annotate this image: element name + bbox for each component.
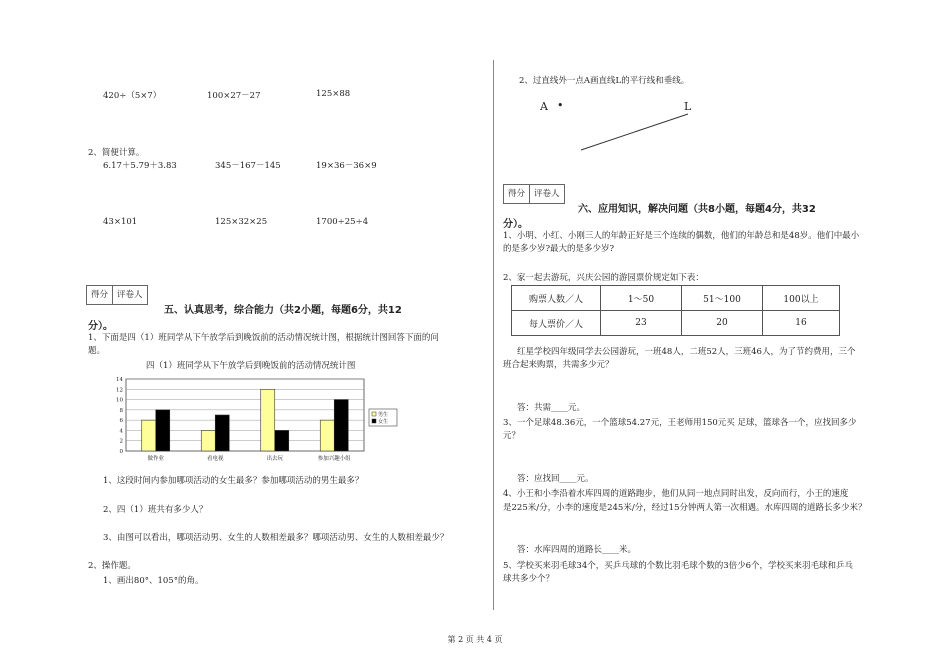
line-l xyxy=(575,108,695,154)
calc-1b: 100×27－27 xyxy=(207,91,261,101)
problem-1-cont: 的是多少岁?最大的是多少岁? xyxy=(503,244,615,254)
y-tick-label: 8 xyxy=(119,407,123,414)
table-cell: 购票人数／人 xyxy=(512,286,601,311)
page-number: 第 2 页 共 4 页 xyxy=(447,635,503,644)
y-tick-label: 10 xyxy=(116,397,123,404)
score-label: 得分 xyxy=(504,185,530,203)
y-tick-label: 2 xyxy=(119,438,123,445)
answer-2: 答：共需____元。 xyxy=(517,403,586,413)
table-cell: 20 xyxy=(682,311,763,336)
section5-title: 五、认真思考，综合能力（共2小题，每题6分，共12 xyxy=(164,305,402,316)
table-cell: 23 xyxy=(601,311,682,336)
problem-3: 3、一个足球48.36元，一个篮球54.27元，王老师用150元买 足球，篮球各一个，应找回多少 xyxy=(503,418,857,428)
problem-4-cont: 是225米/分，小李的速度是245米/分，经过15分钟两人第一次相遇。水库四周的道路长多少米？ xyxy=(503,503,867,513)
question-2-title: 2、简便计算。 xyxy=(88,148,145,158)
y-tick-label: 4 xyxy=(119,428,123,435)
bar xyxy=(156,410,170,451)
x-tick-label: 做作业 xyxy=(147,456,165,462)
calc-2b: 345－167－145 xyxy=(215,161,281,171)
calc-1c: 125×88 xyxy=(316,89,351,99)
operation-title: 2、操作题。 xyxy=(88,561,136,571)
problem-1: 1、小明、小红、小刚三人的年龄正好是三个连续的偶数，他们的年龄总和是48岁。他们中最小 xyxy=(503,231,860,241)
legend-swatch xyxy=(372,412,376,416)
legend-label: 男生 xyxy=(378,412,389,418)
calc-3b: 125×32×25 xyxy=(215,217,268,227)
chart-svg xyxy=(110,375,400,467)
reviewer-label: 评卷人 xyxy=(117,290,143,300)
section5-title-cont: 分）。 xyxy=(88,321,113,332)
bar xyxy=(142,420,156,451)
reviewer-label: 评卷人 xyxy=(534,189,560,199)
table-cell: 100以上 xyxy=(763,286,840,311)
x-tick-label: 看电视 xyxy=(206,456,224,462)
table-cell: 16 xyxy=(763,311,840,336)
column-divider xyxy=(493,60,494,610)
sub-question-1: 1、这段时间内参加哪项活动的女生最多？参加哪项活动的男生最多？ xyxy=(103,476,364,486)
answer-4: 答：水库四周的道路长____米。 xyxy=(517,545,637,555)
table-row xyxy=(512,311,840,336)
operation-2: 2、过直线外一点A画直线L的平行线和垂线。 xyxy=(519,76,690,86)
problem-4: 4、小王和小李沿着水库四周的道路跑步，他们从同一地点同时出发，反向而行，小王的速度 xyxy=(503,489,849,499)
point-a-dot: • xyxy=(557,99,564,112)
problem-3-cont: 元？ xyxy=(503,431,521,441)
bar xyxy=(320,420,334,451)
bar xyxy=(334,400,348,451)
x-tick-label: 参加兴趣小组 xyxy=(317,456,351,462)
table-row xyxy=(512,286,840,311)
problem-5: 5、学校买来羽毛球34个，买乒乓球的个数比羽毛球个数的3倍少6个，学校买来羽毛球和乒乓 xyxy=(503,561,854,571)
problem-2: 2、家一起去游玩，兴庆公园的游园票价规定如下表： xyxy=(503,273,704,283)
score-box-section5 xyxy=(86,285,148,305)
operation-1: 1、画出80°、105°的角。 xyxy=(103,576,204,586)
ticket-price-table xyxy=(511,285,840,336)
x-tick-label: 出去玩 xyxy=(266,456,284,462)
section6-title-cont: 分）。 xyxy=(503,219,528,230)
bar xyxy=(275,430,289,451)
score-label: 得分 xyxy=(87,286,113,304)
y-tick-label: 14 xyxy=(116,377,123,383)
problem-2-detail: 红星学校四年级同学去公园游玩，一班48人，二班52人，三班46人，为了节约费用，三个 xyxy=(517,347,856,357)
chart-caption: 四（1）班同学从下午放学后到晚饭前的活动情况统计图 xyxy=(146,361,356,371)
sub-question-3: 3、由图可以看出，哪项活动男、女生的人数相差最多？哪项活动男、女生的人数相差最少？ xyxy=(103,533,449,543)
problem-5-cont: 球共多少个？ xyxy=(503,574,555,584)
problem-2-detail-cont: 班合起来购票，共需多少元？ xyxy=(503,360,614,370)
q1-text-cont: 题。 xyxy=(88,346,106,356)
point-a-label: A xyxy=(540,100,548,113)
q1-text: 1、下面是四（1）班同学从下午放学后到晚饭前的活动情况统计图，根据统计图回答下面的问 xyxy=(88,333,439,343)
section6-title: 六、应用知识，解决问题（共8小题，每题4分，共32 xyxy=(578,204,816,215)
line-l-label: L xyxy=(684,100,692,113)
calc-1a: 420÷（5×7） xyxy=(103,91,162,101)
table-cell: 每人票价／人 xyxy=(512,311,601,336)
y-tick-label: 6 xyxy=(119,418,123,425)
y-tick-label: 12 xyxy=(116,387,123,394)
bar xyxy=(215,415,229,451)
score-box-section6 xyxy=(503,184,565,204)
sub-question-2: 2、四（1）班共有多少人？ xyxy=(103,505,208,515)
legend-swatch xyxy=(372,419,376,423)
activity-bar-chart xyxy=(110,375,400,470)
table-cell: 1～50 xyxy=(601,286,682,311)
calc-2a: 6.17＋5.79＋3.83 xyxy=(103,161,177,171)
bar xyxy=(261,389,275,451)
answer-3: 答：应找回____元。 xyxy=(517,474,594,484)
table-cell: 51～100 xyxy=(682,286,763,311)
calc-3a: 43×101 xyxy=(103,217,138,227)
legend-label: 女生 xyxy=(378,419,389,425)
bar xyxy=(201,430,215,451)
calc-2c: 19×36－36×9 xyxy=(316,161,377,171)
y-tick-label: 0 xyxy=(119,449,123,455)
calc-3c: 1700÷25÷4 xyxy=(316,217,369,227)
